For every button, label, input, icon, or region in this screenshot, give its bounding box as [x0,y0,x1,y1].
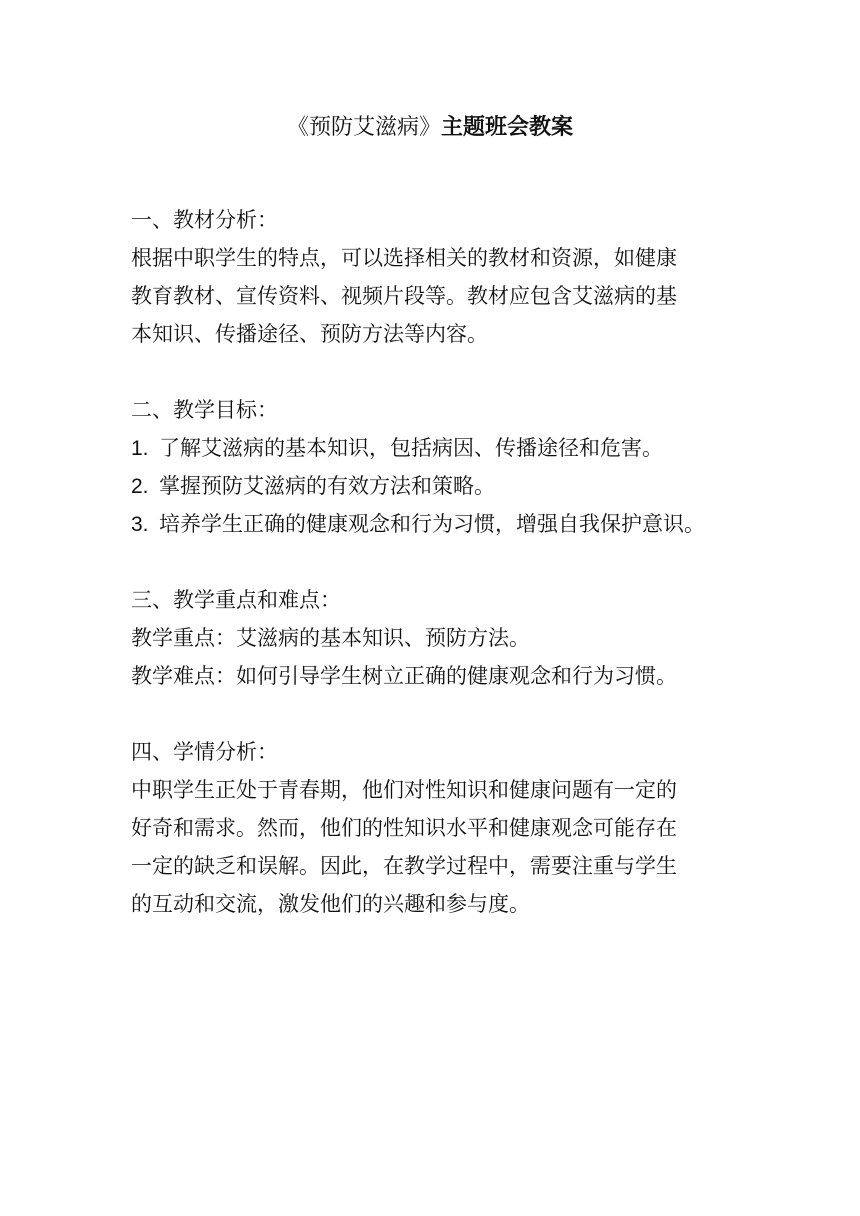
document-body [131,201,751,923]
paragraph-line: 教育教材、宣传资料、视频片段等。教材应包含艾滋病的基 [131,284,677,308]
section-heading-key-points: 三、教学重点和难点： [131,588,341,612]
paragraph-line: 教学难点：如何引导学生树立正确的健康观念和行为习惯。 [131,664,677,688]
list-item [131,505,751,543]
list-item-text: 培养学生正确的健康观念和行为习惯，增强自我保护意识。 [159,512,705,536]
section-heading-learner-analysis: 四、学情分析： [131,740,278,764]
paragraph-line: 的互动和交流，激发他们的兴趣和参与度。 [131,892,530,916]
paragraph-line: 根据中职学生的特点，可以选择相关的教材和资源，如健康 [131,246,677,270]
paragraph-line: 中职学生正处于青春期，他们对性知识和健康问题有一定的 [131,778,677,802]
paragraph-line: 教学重点：艾滋病的基本知识、预防方法。 [131,626,530,650]
section-heading-textbook-analysis: 一、教材分析： [131,208,278,232]
list-item-text: 掌握预防艾滋病的有效方法和策略。 [159,474,495,498]
blank-line [131,543,751,581]
title-main-part: 主题班会教案 [441,115,574,140]
section-heading-teaching-goals: 二、教学目标： [131,398,278,422]
list-item [131,467,751,505]
blank-line [131,695,751,733]
blank-line [131,353,751,391]
document-title [0,113,860,143]
title-quoted-part: 《预防艾滋病》 [286,115,441,140]
paragraph-line: 本知识、传播途径、预防方法等内容。 [131,322,488,346]
list-item [131,429,751,467]
list-item-number: 1. [131,437,149,460]
list-item-number: 2. [131,475,149,498]
list-item-number: 3. [131,513,149,536]
paragraph-line: 一定的缺乏和误解。因此，在教学过程中，需要注重与学生 [131,854,677,878]
list-item-text: 了解艾滋病的基本知识，包括病因、传播途径和危害。 [159,436,663,460]
paragraph-line: 好奇和需求。然而，他们的性知识水平和健康观念可能存在 [131,816,677,840]
